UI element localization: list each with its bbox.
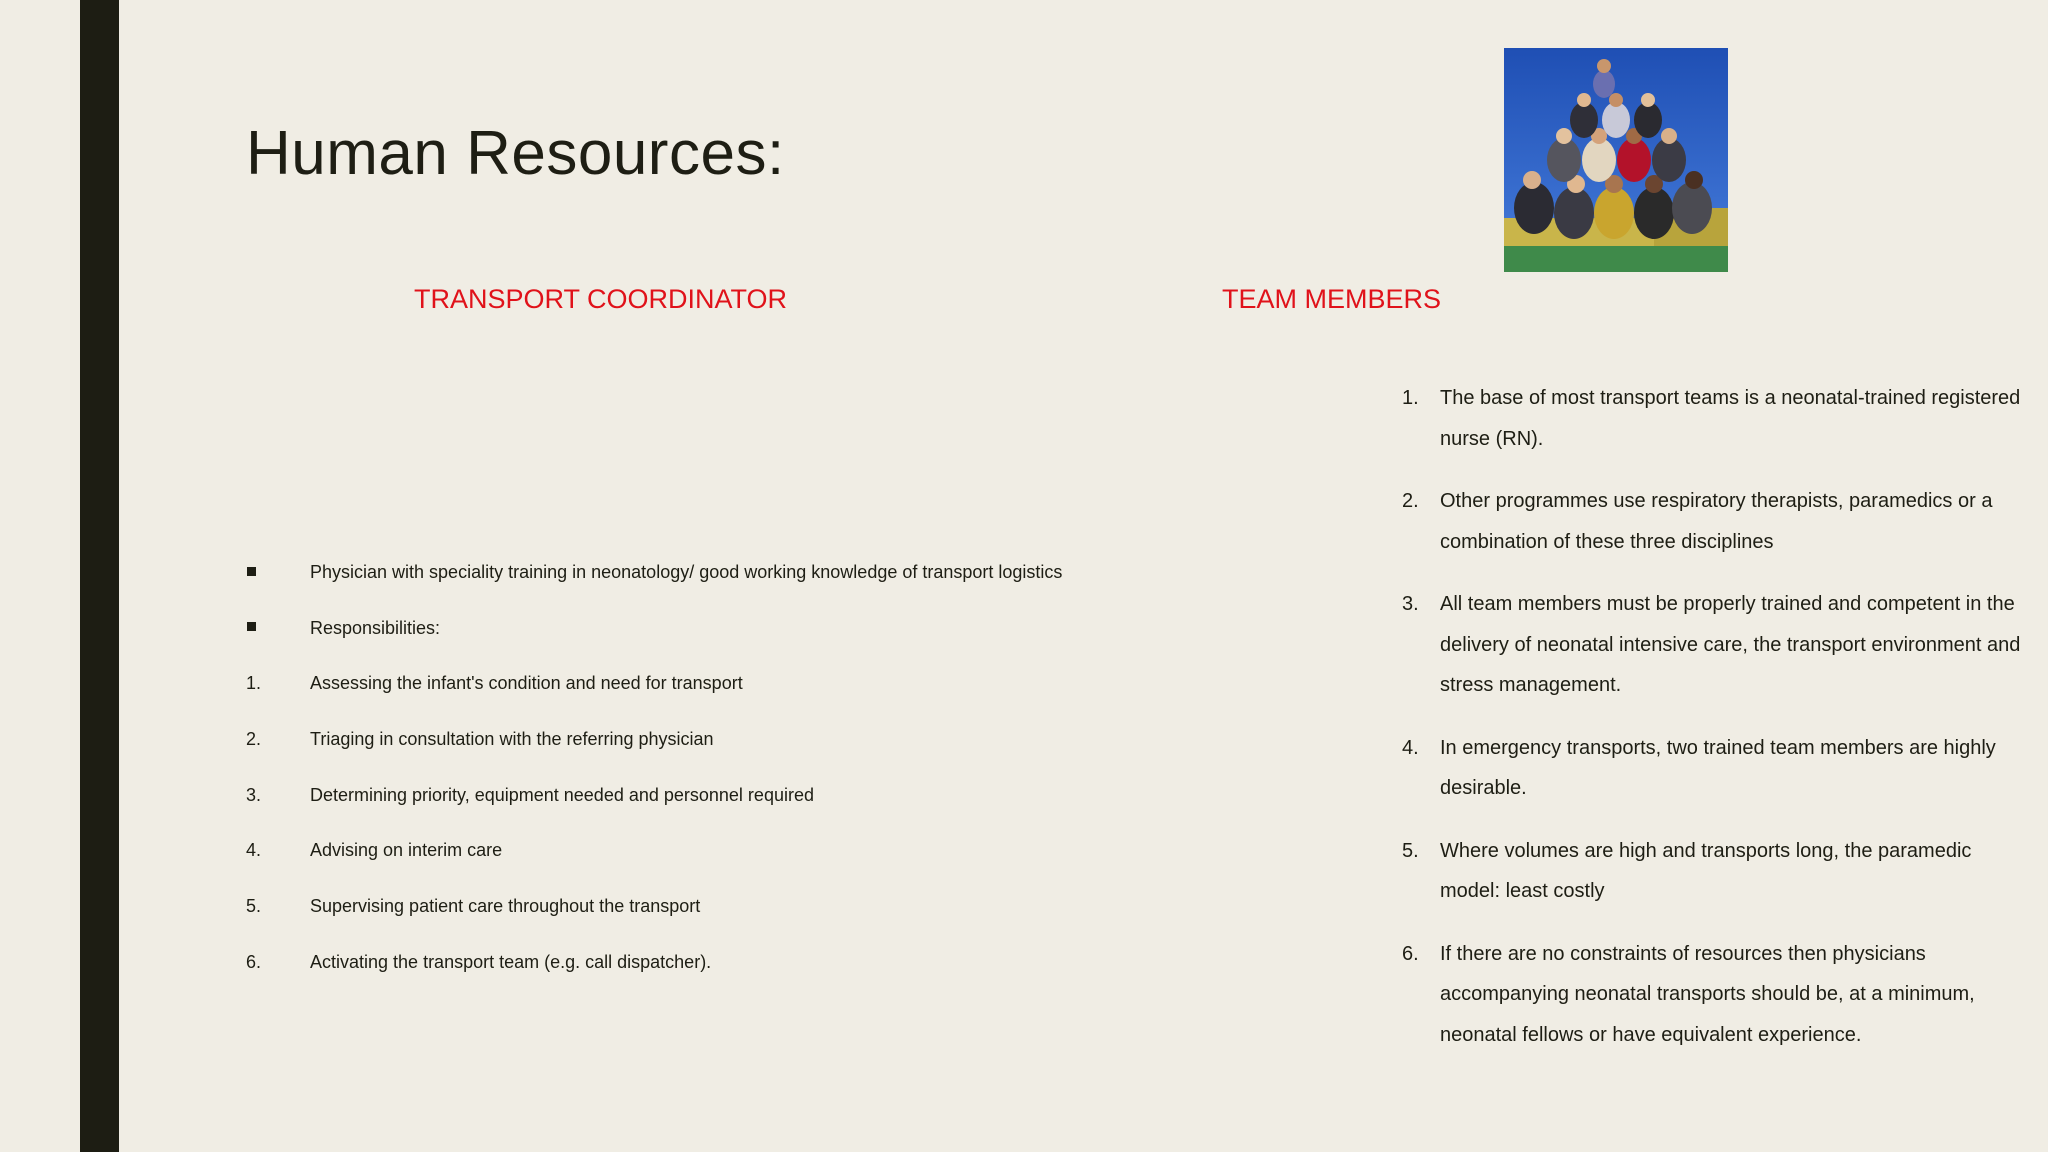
team-members-list (1400, 378, 2030, 1077)
list-item (246, 890, 1146, 946)
list-item (246, 556, 1146, 612)
slide-title: Human Resources: (246, 119, 785, 188)
list-item-text: If there are no constraints of resources then physicians accompanying neonatal transports should be, at a minimum, neonatal fellows or have equivalent experience. (1440, 942, 1975, 1046)
list-item-number: 4. (1402, 736, 1419, 759)
list-item (246, 834, 1146, 890)
list-item (1400, 481, 2030, 562)
list-item (246, 779, 1146, 835)
list-item-text: Determining priority, equipment needed and personnel required (310, 784, 814, 805)
list-item-text: Responsibilities: (310, 617, 441, 638)
list-item-text: Supervising patient care throughout the transport (310, 896, 701, 917)
list-item-number: 2. (246, 729, 262, 750)
list-item (246, 667, 1146, 723)
list-item-number: 3. (246, 784, 262, 805)
list-item-number: 5. (1402, 839, 1419, 862)
list-item (246, 723, 1146, 779)
list-item-number: 3. (1402, 593, 1419, 615)
list-item-text: Triaging in consultation with the referring physician (310, 729, 714, 750)
list-item (1400, 831, 2030, 912)
list-item (246, 946, 1146, 1002)
list-item (246, 612, 1146, 668)
team-members-heading: TEAM MEMBERS (1222, 284, 1442, 314)
list-item-text: Physician with speciality training in neonatology/ good working knowledge of transport logistics (310, 562, 1063, 582)
list-item-text: Activating the transport team (e.g. call dispatcher). (310, 951, 712, 972)
list-item-text: Other programmes use respiratory therapists, paramedics or a combination of these three disciplines (1440, 490, 1993, 553)
list-item-number: 2. (1402, 490, 1419, 512)
list-item-number: 1. (246, 673, 262, 694)
list-item-text: All team members must be properly trained and competent in the delivery of neonatal intensive care, the transport environment and stress management. (1440, 593, 2021, 696)
slide-sidebar-accent (80, 0, 119, 1152)
list-item-text: Where volumes are high and transports long, the paramedic model: least costly (1440, 839, 1972, 902)
list-item-number: 6. (1402, 942, 1419, 965)
square-bullet-icon (246, 556, 286, 588)
list-item (1400, 378, 2030, 459)
team-photo (1504, 48, 1728, 272)
list-item (1400, 934, 2030, 1056)
list-item-text: In emergency transports, two trained team members are highly desirable. (1440, 736, 1996, 799)
transport-coordinator-heading: TRANSPORT COORDINATOR (414, 284, 788, 314)
list-item-number: 4. (246, 840, 262, 861)
list-item (1400, 584, 2030, 706)
list-item-text: Assessing the infant's condition and need for transport (310, 673, 743, 694)
list-item-text: The base of most transport teams is a neonatal-trained registered nurse (RN). (1440, 387, 2021, 450)
team-pyramid-photo-icon (1504, 48, 1728, 272)
list-item-number: 6. (246, 951, 262, 972)
list-item-number: 5. (246, 896, 262, 917)
list-item-number: 1. (1402, 387, 1419, 409)
list-item-text: Advising on interim care (310, 840, 503, 861)
coordinator-list (246, 556, 1146, 1002)
list-item (1400, 728, 2030, 809)
square-bullet-icon (246, 612, 286, 644)
